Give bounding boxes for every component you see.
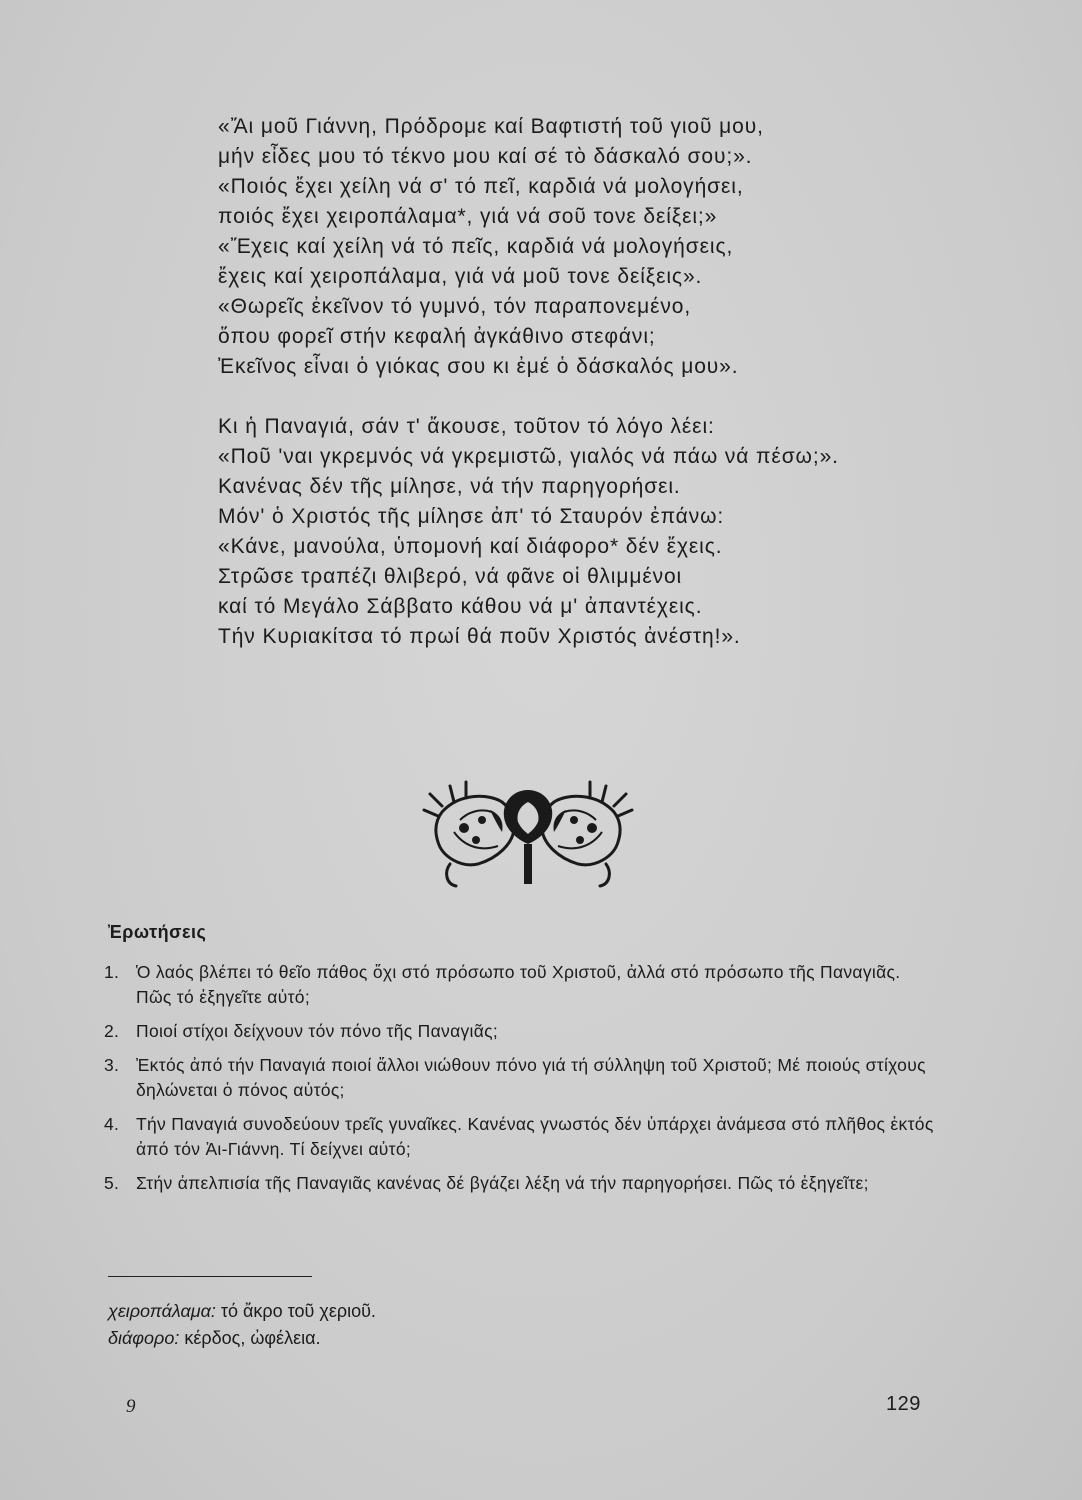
footnote-divider (108, 1276, 312, 1277)
stanza-2 (218, 412, 918, 652)
question-number: 2. (104, 1021, 120, 1041)
stanza-gap (218, 382, 918, 412)
question-number: 5. (104, 1173, 120, 1193)
questions-heading: Ἐρωτήσεις (108, 922, 207, 942)
list-item (104, 1019, 934, 1044)
footnote-definition: τό ἄκρο τοῦ χεριοῦ. (215, 1301, 376, 1321)
poem-line: Μόν' ὁ Χριστός τῆς μίλησε ἀπ' τό Σταυρόν ἐπάνω: (218, 505, 725, 528)
poem-line: «Ἔχεις καί χείλη νά τό πεῖς, καρδιά νά μολογήσεις, (218, 235, 734, 258)
chapter-mark: 9 (126, 1396, 136, 1417)
footnote-term: διάφορο: (108, 1328, 180, 1348)
question-number: 4. (104, 1114, 120, 1134)
poem-line: καί τό Μεγάλο Σάββατο κάθου νά μ' ἀπαντέχεις. (218, 595, 703, 618)
list-item (104, 1112, 934, 1162)
question-number: 3. (104, 1055, 120, 1075)
list-item (104, 1171, 934, 1196)
footnote (108, 1298, 376, 1325)
poem-line: Κανένας δέν τῆς μίλησε, νά τήν παρηγορήσει. (218, 475, 681, 498)
poem-line: «Ποῦ 'ναι γκρεμνός νά γκρεμιστῶ, γιαλός νά πάω νά πέσω;». (218, 445, 839, 468)
poem-line: «Θωρεῖς ἐκεῖνον τό γυμνό, τόν παραπονεμένο, (218, 295, 692, 318)
poem-line: «Ἄι μοῦ Γιάννη, Πρόδρομε καί Βαφτιστή τοῦ γιοῦ μου, (218, 115, 764, 138)
list-item (104, 960, 934, 1010)
question-text: Ποιοί στίχοι δείχνουν τόν πόνο τῆς Παναγιᾶς; (136, 1021, 499, 1041)
floral-ornament-icon (420, 772, 636, 890)
footnote-term: χειροπάλαμα: (108, 1301, 216, 1321)
footnote-definition: κέρδος, ὠφέλεια. (179, 1328, 321, 1348)
list-item (104, 1053, 934, 1103)
questions-list (104, 960, 934, 1205)
poem-line: ὅπου φορεῖ στήν κεφαλή ἀγκάθινο στεφάνι; (218, 325, 656, 348)
poem-line: ἔχεις καί χειροπάλαμα, γιά νά μοῦ τονε δείξεις». (218, 265, 703, 288)
stanza-1 (218, 112, 918, 382)
poem-line: ποιός ἔχει χειροπάλαμα*, γιά νά σοῦ τονε δείξει;» (218, 205, 718, 228)
poem-line: Ἐκεῖνος εἶναι ὁ γιόκας σου κι ἐμέ ὁ δάσκαλός μου». (218, 355, 739, 378)
poem-line: Τήν Κυριακίτσα τό πρωί θά ποῦν Χριστός ἀνέστη!». (218, 625, 741, 648)
poem (218, 112, 918, 652)
poem-line: μήν εἶδες μου τό τέκνο μου καί σέ τὸ δάσκαλό σου;». (218, 145, 753, 168)
question-number: 1. (104, 962, 120, 982)
page-number: 129 (886, 1393, 921, 1415)
footnotes (108, 1298, 376, 1352)
footnote (108, 1325, 376, 1352)
poem-line: «Κάνε, μανούλα, ὑπομονή καί διάφορο* δέν ἔχεις. (218, 535, 723, 558)
question-text: Τήν Παναγιά συνοδεύουν τρεῖς γυναῖκες. Κανένας γνωστός δέν ὑπάρχει ἀνάμεσα στό πλῆθος ἐκτός ἀπό τόν Ἀι-Γιάννη. Τί δείχνει αὐτό; (136, 1114, 934, 1159)
question-text: Στήν ἀπελπισία τῆς Παναγιᾶς κανένας δέ βγάζει λέξη νά τήν παρηγορήσει. Πῶς τό ἐξηγεῖτε; (136, 1173, 869, 1193)
question-text: Ἐκτός ἀπό τήν Παναγιά ποιοί ἄλλοι νιώθουν πόνο γιά τή σύλληψη τοῦ Χριστοῦ; Μέ ποιούς στίχους δηλώνεται ὁ πόνος αὐτός; (136, 1055, 926, 1100)
poem-line: Κι ἡ Παναγιά, σάν τ' ἄκουσε, τοῦτον τό λόγο λέει: (218, 415, 715, 438)
poem-line: «Ποιός ἔχει χείλη νά σ' τό πεῖ, καρδιά νά μολογήσει, (218, 175, 744, 198)
question-text: Ὁ λαός βλέπει τό θεῖο πάθος ὄχι στό πρόσωπο τοῦ Χριστοῦ, ἀλλά στό πρόσωπο τῆς Παναγιᾶς. Πῶς τό ἐξηγεῖτε αὐτό; (136, 962, 901, 1007)
poem-line: Στρῶσε τραπέζι θλιβερό, νά φᾶνε οἱ θλιμμένοι (218, 565, 683, 588)
